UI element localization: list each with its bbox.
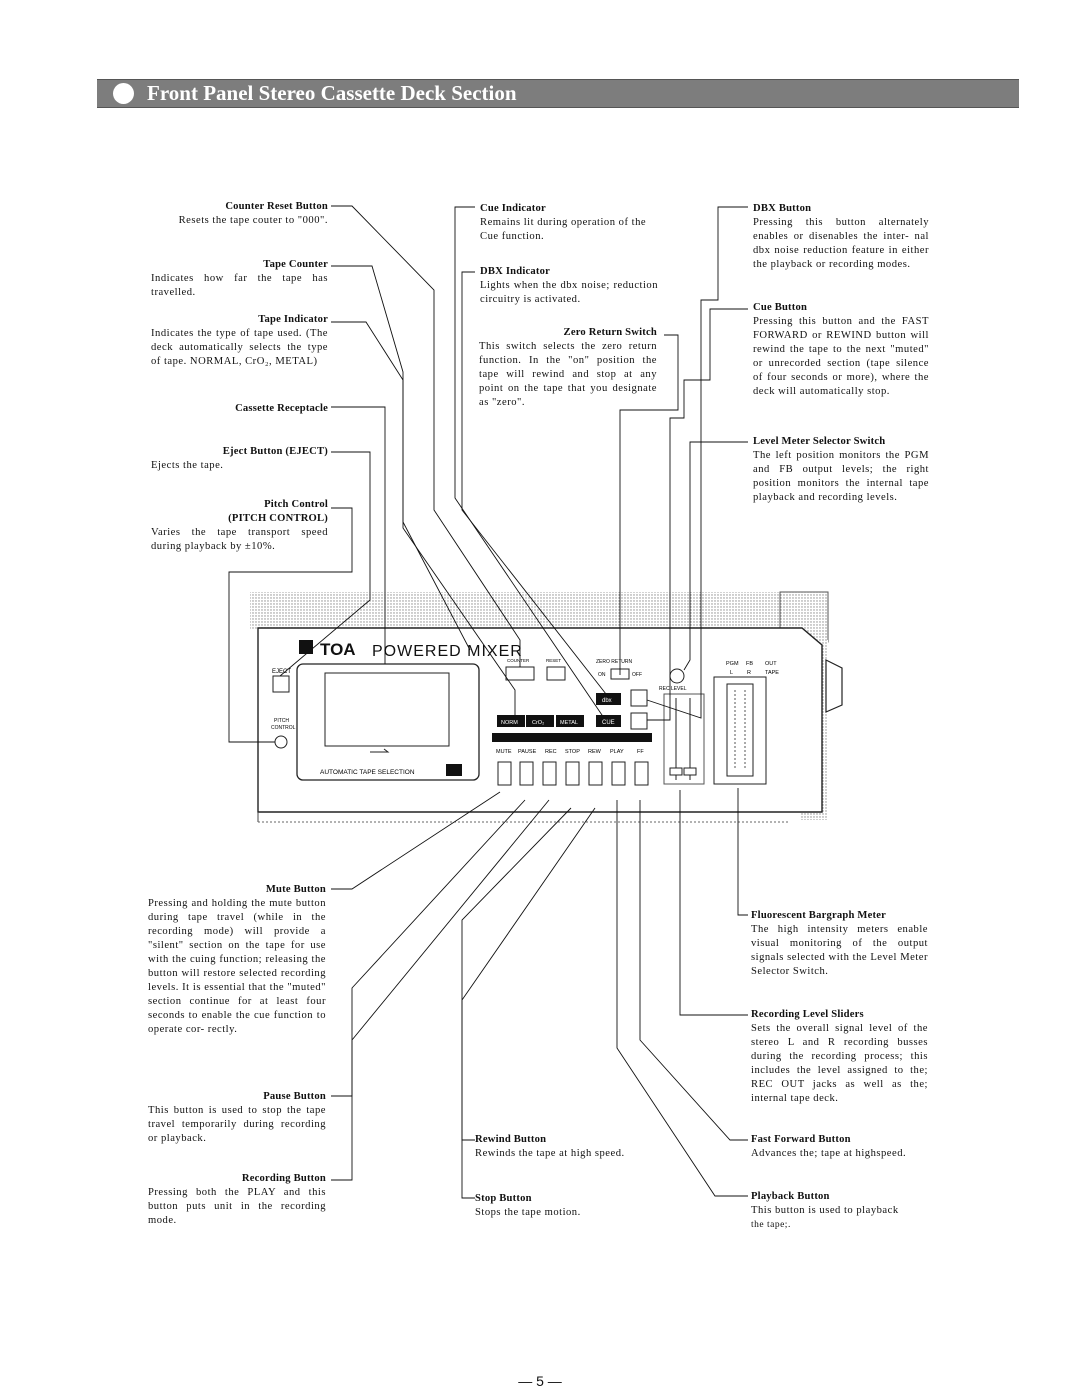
meter-label-r: R xyxy=(747,670,751,676)
fast-forward-button[interactable] xyxy=(635,762,648,785)
callout-text-2: the tape;. xyxy=(751,1220,791,1230)
panel-cue-label: CUE xyxy=(602,720,615,726)
callout-heading: Zero Return Switch xyxy=(563,327,657,338)
transport-label-rew: REW xyxy=(588,749,601,755)
meter-label-out: OUT xyxy=(765,661,777,667)
callout-heading: Cue Indicator xyxy=(480,203,546,214)
pitch-knob[interactable] xyxy=(275,736,287,748)
transport-label-rec: REC xyxy=(545,749,557,755)
callout-text: Pressing and holding the mute button during tape travel (while in the recording mode) will provide a "silent" section on the tape for use with the cuing function; releasing the button will restore selected recording levels. It is essential that the "muted" section continue for at least four seconds to enable the cue function to operate cor- rectly. xyxy=(148,898,326,1035)
callout-text: The high intensity meters enable visual monitoring of the output signals selected with the Level Meter Selector Switch. xyxy=(751,924,928,977)
callout-text: Sets the overall signal level of the stereo L and R recording busses during the recording process; this includes the level assigned to the; REC OUT jacks as well as the; internal tape deck. xyxy=(751,1023,928,1104)
callout-heading: Rewind Button xyxy=(475,1134,547,1145)
callout-text: Pressing both the PLAY and this button puts unit in the recording mode. xyxy=(148,1187,326,1226)
meter-label-l: L xyxy=(730,670,734,676)
callout-text: Rewinds the tape at high speed. xyxy=(475,1148,625,1159)
panel-model: POWERED MIXER xyxy=(372,643,523,660)
transport-label-stop: STOP xyxy=(565,749,580,755)
callout-text: Pressing this button alternately enables or disenables the inter- nal dbx noise reduction feature in either the playback or recording modes. xyxy=(753,217,929,270)
recording-button[interactable] xyxy=(543,762,556,785)
tape-type-metal: METAL xyxy=(560,720,578,726)
callout-text: Resets the tape couter to "000". xyxy=(178,215,328,226)
tape-indicator xyxy=(497,715,584,727)
callout-heading: Counter Reset Button xyxy=(225,201,328,212)
panel-reset-label: RESET xyxy=(546,658,562,663)
callout-heading: Cassette Receptacle xyxy=(235,403,328,414)
rewind-button[interactable] xyxy=(589,762,602,785)
callout-heading: Pause Button xyxy=(263,1091,326,1102)
panel-on-label: ON xyxy=(598,672,606,678)
callout-text: Pressing this button and the FAST FORWARD or REWIND button will rewind the tape to the next "muted" or unrecorded section (tape silence of four seconds or more), where the deck will automatically stop. xyxy=(753,316,929,397)
tape-type-normal: NORM xyxy=(501,720,518,726)
callout-heading: Recording Button xyxy=(241,1173,326,1184)
panel-zero-return-label: ZERO RETURN xyxy=(596,659,633,665)
callout-text: The left position monitors the PGM and FB output levels; the right position monitors the internal tape playback and recording levels. xyxy=(753,450,929,503)
callout-heading: Fast Forward Button xyxy=(751,1134,851,1145)
callout-heading: Level Meter Selector Switch xyxy=(753,436,886,447)
level-meter-selector-switch[interactable] xyxy=(670,669,684,683)
callout-text: This button is used to stop the tape travel temporarily during recording or playback. xyxy=(148,1105,326,1144)
panel-ats-label: AUTOMATIC TAPE SELECTION xyxy=(320,769,415,776)
callout-text: Indicates the type of tape used. (The deck automatically selects the type of tape. NORMAL, CrO₂, METAL) xyxy=(151,328,328,367)
callout-text: Varies the tape transport speed during playback by ±10%. xyxy=(151,527,328,552)
tape-counter xyxy=(506,667,534,680)
panel-eject-label: EJECT xyxy=(272,669,292,675)
callout-heading: Tape Counter xyxy=(263,259,328,270)
callout-text: Advances the; tape at highspeed. xyxy=(751,1148,907,1159)
slider-l[interactable] xyxy=(670,768,682,775)
meter-label-fb: FB xyxy=(746,661,754,667)
callout-text: Lights when the dbx noise; reduction circuitry is activated. xyxy=(480,280,658,305)
callout-heading: Playback Button xyxy=(751,1191,830,1202)
panel-brand: TOA xyxy=(320,640,356,659)
page-number: — 5 — xyxy=(518,1373,562,1389)
tape-type-cro2: CrO₂ xyxy=(532,720,545,726)
cassette-window xyxy=(325,673,449,746)
callout-heading: Cue Button xyxy=(753,302,808,313)
panel-rec-level-label: REC LEVEL xyxy=(659,686,687,692)
callout-heading: DBX Indicator xyxy=(480,266,550,277)
transport-symbol-strip xyxy=(492,733,652,742)
callout-heading: Mute Button xyxy=(265,884,326,895)
callout-heading: Tape Indicator xyxy=(258,314,328,325)
counter-reset-button[interactable] xyxy=(547,667,565,680)
pause-button[interactable] xyxy=(520,762,533,785)
meter-label-pgm: PGM xyxy=(726,661,739,667)
panel-pitch-label: PITCH xyxy=(274,718,289,724)
mute-button[interactable] xyxy=(498,762,511,785)
callout-text: This button is used to playback xyxy=(751,1205,899,1216)
play-button[interactable] xyxy=(612,762,625,785)
callout-heading: Eject Button (EJECT) xyxy=(222,446,328,457)
section-title: Front Panel Stereo Cassette Deck Section xyxy=(147,81,517,105)
transport-label-mute: MUTE xyxy=(496,749,512,755)
fluorescent-bargraph-meter xyxy=(727,684,753,776)
callout-text: Stops the tape motion. xyxy=(475,1207,581,1218)
slider-r[interactable] xyxy=(684,768,696,775)
callout-text: Indicates how far the tape has travelled. xyxy=(151,273,328,298)
panel-control-label: CONTROL xyxy=(271,725,296,731)
stop-button[interactable] xyxy=(566,762,579,785)
dbx-button[interactable] xyxy=(631,690,647,706)
meter-label-tape: TAPE xyxy=(765,670,779,676)
callout-text: Ejects the tape. xyxy=(151,460,224,471)
callout-heading: Fluorescent Bargraph Meter xyxy=(751,910,887,921)
transport-label-ff: FF xyxy=(637,749,644,755)
eject-button[interactable] xyxy=(273,676,289,692)
panel-dbx-label: dbx xyxy=(602,698,612,704)
cue-button[interactable] xyxy=(631,713,647,729)
transport-label-play: PLAY xyxy=(610,749,624,755)
panel-off-label: OFF xyxy=(632,672,642,678)
callout-heading-2: (PITCH CONTROL) xyxy=(228,513,328,524)
callout-heading: Pitch Control xyxy=(264,499,328,510)
transport-label-pause: PAUSE xyxy=(518,749,537,755)
dbx-logo xyxy=(446,764,462,776)
callout-heading: Recording Level Sliders xyxy=(751,1009,864,1020)
callout-text: Remains lit during operation of the Cue function. xyxy=(480,217,647,242)
callout-text: This switch selects the zero return function. In the "on" position the tape will rewind and stop at any point on the tape that you designate as "zero". xyxy=(479,341,657,408)
panel-counter-label: COUNTER xyxy=(507,658,530,663)
callout-heading: DBX Button xyxy=(753,203,812,214)
callout-heading: Stop Button xyxy=(475,1193,532,1204)
